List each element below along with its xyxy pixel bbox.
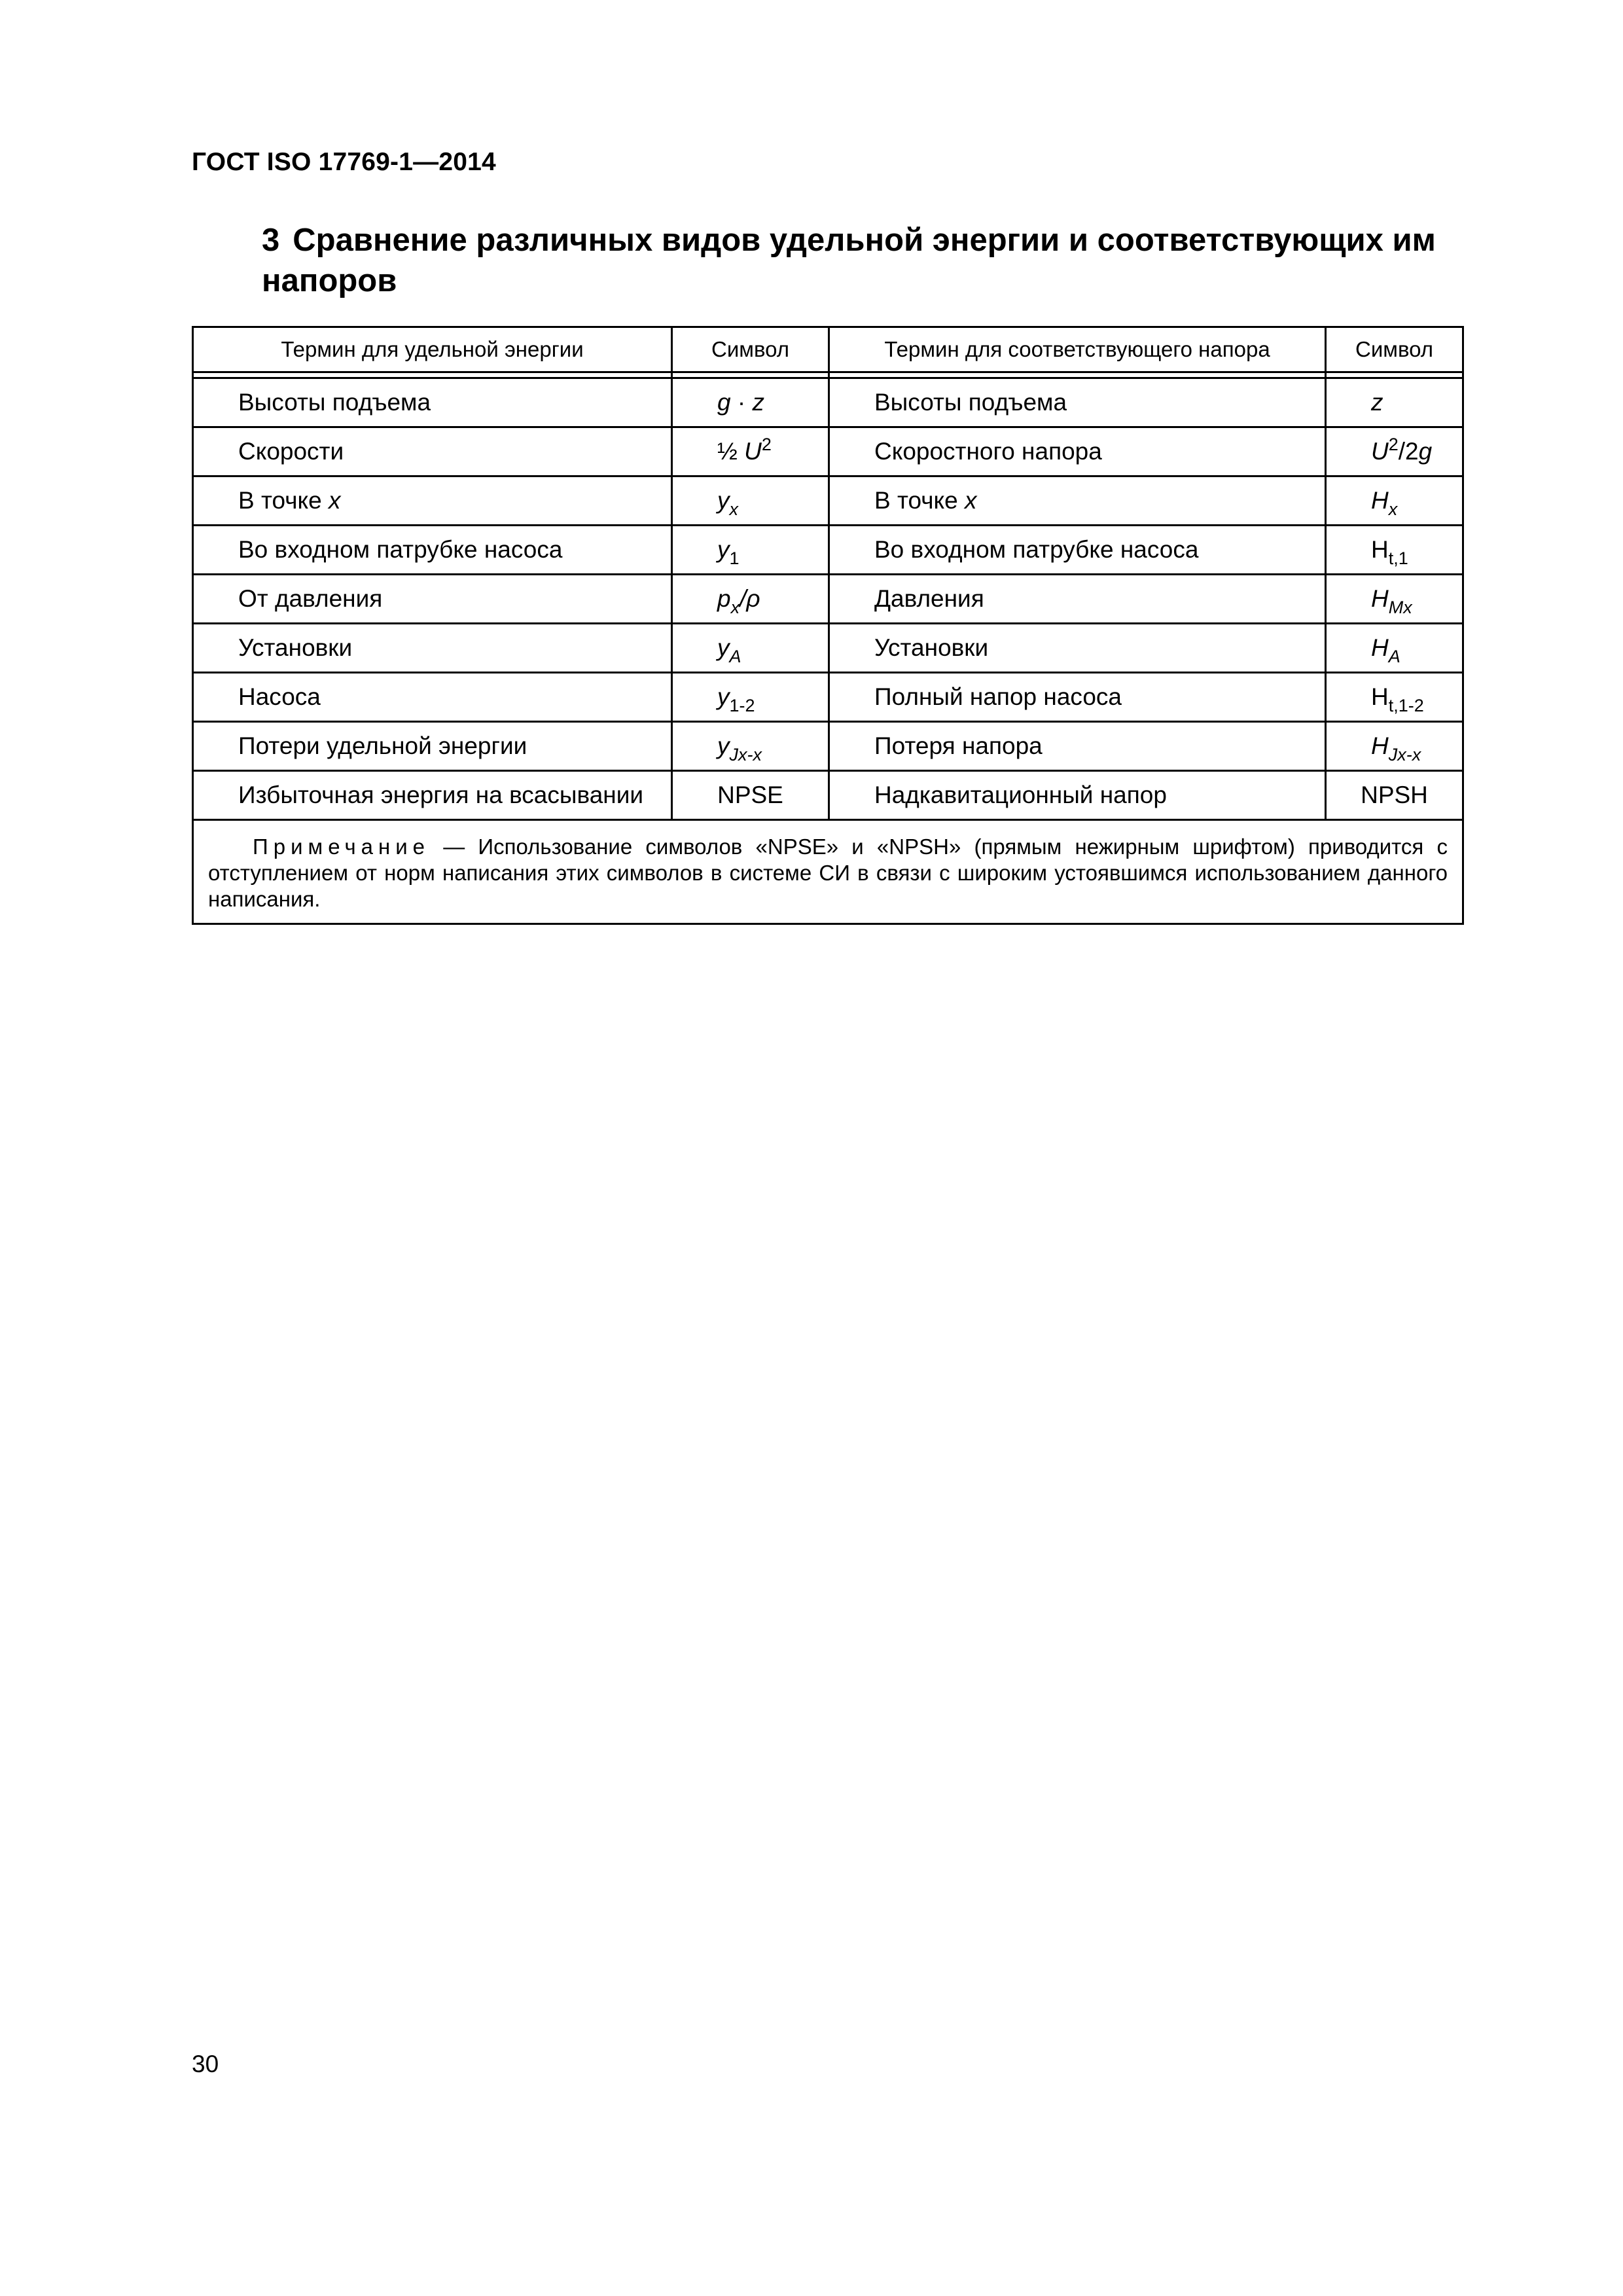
- page-number: 30: [192, 2051, 219, 2077]
- energy-term-cell: Потери удельной энергии: [193, 722, 672, 771]
- table-row: [193, 476, 1463, 526]
- table-row: [193, 624, 1463, 673]
- table-row: [193, 575, 1463, 624]
- note-text: — Использование символов «NPSE» и «NPSH» (прямым нежирным шрифтом) приводится с отступлением от норм написания этих символов в системе СИ в связи с широким устоявшимся использованием данного написания.: [208, 834, 1448, 911]
- table-row: [193, 673, 1463, 722]
- head-symbol-cell: $H_A$: [1326, 624, 1463, 673]
- energy-term-cell: Насоса: [193, 673, 672, 722]
- energy-symbol-cell: $p_x/\rho$: [672, 575, 829, 624]
- head-symbol-cell: $H_{t,1-2}$: [1326, 673, 1463, 722]
- energy-symbol-cell: ½ $U^2$: [672, 427, 829, 476]
- energy-term-cell: В точке x: [193, 476, 672, 526]
- head-term-cell: Давления: [829, 575, 1326, 624]
- energy-term-cell: Во входном патрубке насоса: [193, 526, 672, 575]
- table-row: [193, 427, 1463, 476]
- energy-symbol-cell: $y_{Jx-x}$: [672, 722, 829, 771]
- head-symbol-cell: $U^2/2g$: [1326, 427, 1463, 476]
- head-symbol-cell: $H_{t,1}$: [1326, 526, 1463, 575]
- comparison-table: [192, 326, 1464, 925]
- head-symbol-cell: NPSH: [1326, 771, 1463, 820]
- column-header-head-term: Термин для соответствующего напора: [829, 327, 1326, 372]
- head-term-cell: Установки: [829, 624, 1326, 673]
- energy-term-cell: Избыточная энергия на всасывании: [193, 771, 672, 820]
- column-header-energy-term: Термин для удельной энергии: [193, 327, 672, 372]
- section-title-text: Сравнение различных видов удельной энергии и соответствующих им напоров: [262, 223, 1436, 298]
- table-row: [193, 378, 1463, 427]
- head-term-cell: Во входном патрубке насоса: [829, 526, 1326, 575]
- energy-term-cell: Высоты подъема: [193, 378, 672, 427]
- energy-symbol-cell: $y_1$: [672, 526, 829, 575]
- table-note: [193, 820, 1463, 924]
- energy-term-cell: Скорости: [193, 427, 672, 476]
- document-code: ГОСТ ISO 17769-1—2014: [192, 148, 496, 176]
- section-number: 3: [262, 223, 280, 258]
- head-symbol-cell: $H_{Jx-x}$: [1326, 722, 1463, 771]
- energy-symbol-cell: g · z: [672, 378, 829, 427]
- energy-symbol-cell: NPSE: [672, 771, 829, 820]
- energy-symbol-cell: $y_x$: [672, 476, 829, 526]
- column-header-energy-symbol: Символ: [672, 327, 829, 372]
- head-term-cell: Потеря напора: [829, 722, 1326, 771]
- energy-term-cell: Установки: [193, 624, 672, 673]
- table-header-row: [193, 327, 1463, 372]
- table-row: [193, 771, 1463, 820]
- table-row: [193, 526, 1463, 575]
- energy-symbol-cell: $y_{1-2}$: [672, 673, 829, 722]
- energy-symbol-cell: $y_A$: [672, 624, 829, 673]
- energy-term-cell: От давления: [193, 575, 672, 624]
- table-note-row: [193, 820, 1463, 924]
- column-header-head-symbol: Символ: [1326, 327, 1463, 372]
- head-symbol-cell: $H_{Mx}$: [1326, 575, 1463, 624]
- head-symbol-cell: z: [1326, 378, 1463, 427]
- head-term-cell: Скоростного напора: [829, 427, 1326, 476]
- note-label: Примечание: [253, 834, 431, 859]
- table-row: [193, 722, 1463, 771]
- head-symbol-cell: $H_x$: [1326, 476, 1463, 526]
- section-title: [262, 220, 1479, 301]
- head-term-cell: Надкавитационный напор: [829, 771, 1326, 820]
- header-separator: [193, 372, 1463, 378]
- head-term-cell: Высоты подъема: [829, 378, 1326, 427]
- head-term-cell: В точке x: [829, 476, 1326, 526]
- head-term-cell: Полный напор насоса: [829, 673, 1326, 722]
